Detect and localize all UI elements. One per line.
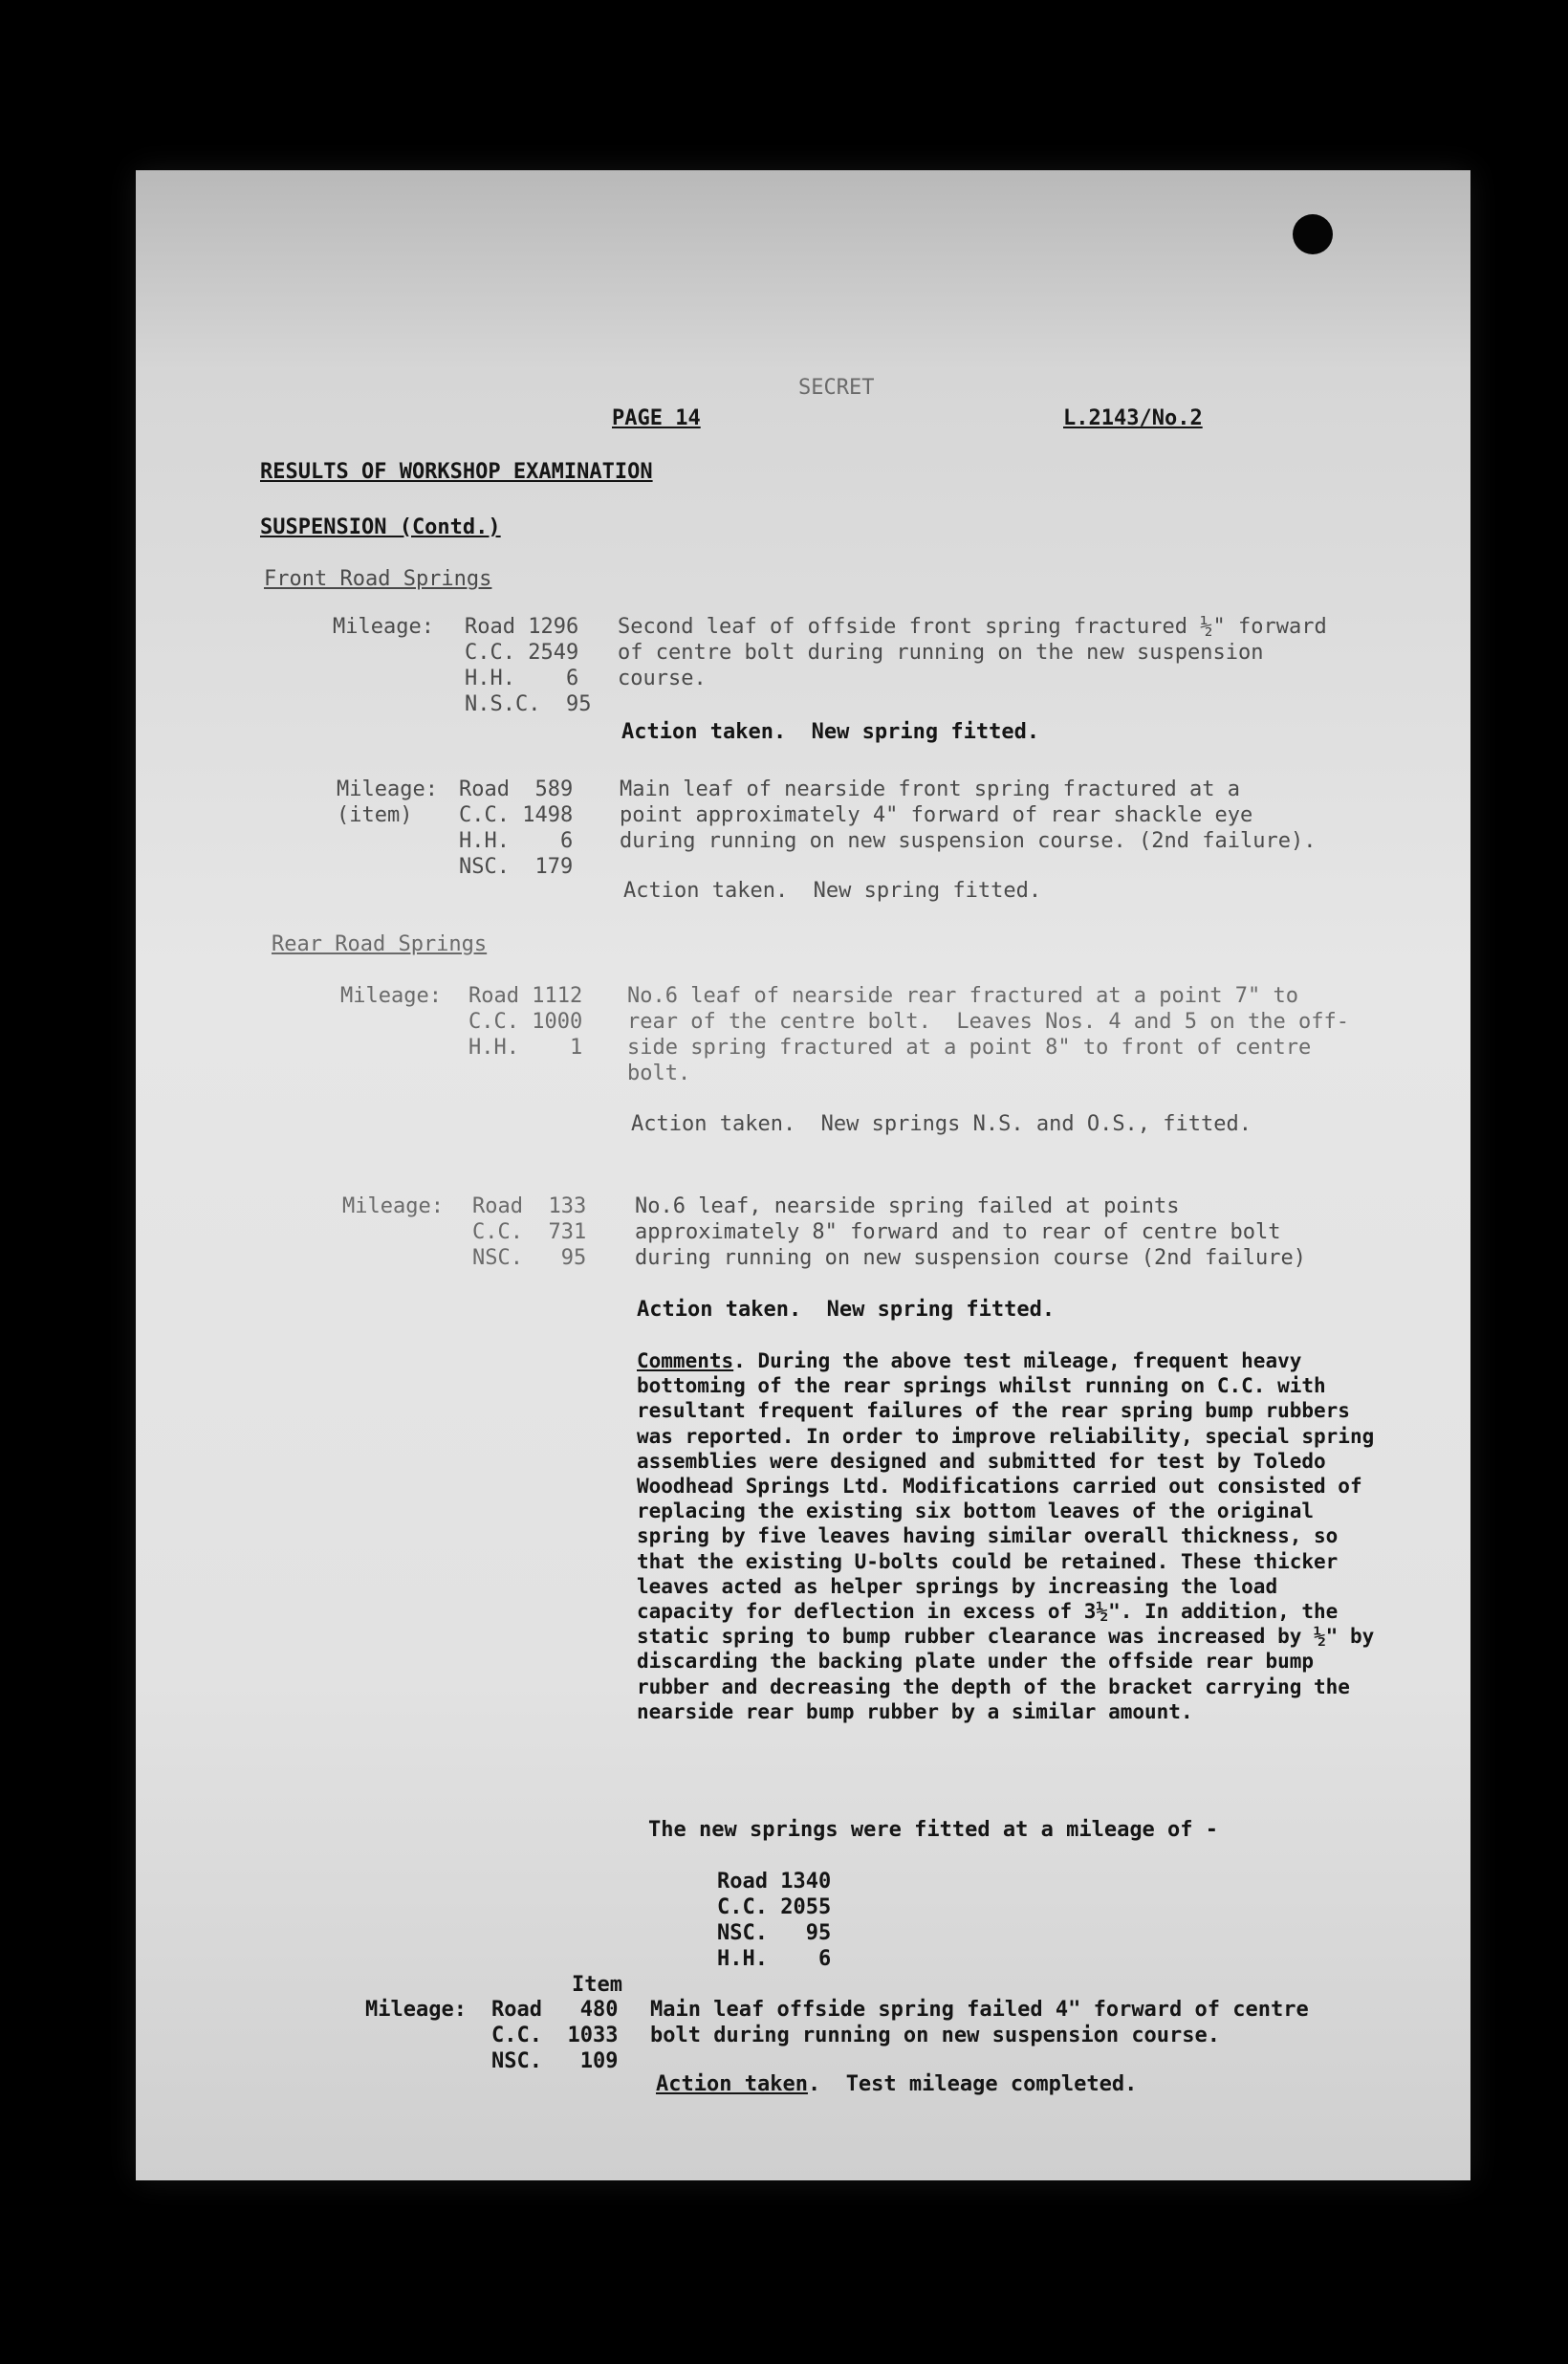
mileage-label: Mileage: — [365, 1998, 467, 2022]
mileage-value: H.H. 6 — [459, 829, 574, 853]
mileage-value: NSC. 95 — [472, 1246, 587, 1270]
failure-description: No.6 leaf of nearside rear fractured at a point 7" to rear of the centre bolt. Leaves Nos. 4 and 5 on the off- side spring fractured at a point 8" to front of centre bolt. — [627, 984, 1349, 1085]
mileage-value: Road 480 — [491, 1998, 619, 2022]
reference-number: L.2143/No.2 — [1063, 406, 1203, 430]
item-label: Item — [572, 1973, 622, 1997]
action-taken: Action taken. New springs N.S. and O.S., fitted. — [631, 1112, 1252, 1136]
rear-springs-heading: Rear Road Springs — [272, 932, 488, 956]
mileage-value: NSC. 95 — [717, 1921, 832, 1945]
comments-text: . During the above test mileage, frequent heavy bottoming of the rear springs whilst running on C.C. with resultant frequent failures of the rear spring bump rubbers was reported. In order to improve reliability, special spring assemblies were designed and submitted for test by Toledo Woodhead Springs Ltd. Modifications carried out consisted of replacing the existing six bottom leaves of the original spring by five leaves having similar overall thickness, so that the existing U-bolts could be retained. These thicker leaves acted as helper springs by increasing the load capacity for deflection in excess of 3½". In addition, the static spring to bump rubber clearance was increased by ½" by discarding the backing plate under the offside rear bump rubber and decreasing the depth of the bracket carrying the nearside rear bump rubber by a similar amount. — [637, 1349, 1375, 1723]
mileage-value: Road 1296 — [465, 615, 579, 639]
action-label: Action taken — [656, 2072, 808, 2096]
mileage-value: Road 1112 — [468, 984, 583, 1008]
document-title: RESULTS OF WORKSHOP EXAMINATION — [260, 460, 653, 484]
mileage-value: C.C. 1033 — [491, 2024, 619, 2047]
comments-label: Comments — [637, 1349, 734, 1372]
mileage-value: N.S.C. 95 — [465, 692, 592, 716]
action-taken: Action taken. New spring fitted. — [637, 1298, 1056, 1322]
page-label: PAGE 14 — [612, 406, 701, 430]
mileage-value: NSC. 109 — [491, 2049, 619, 2073]
failure-description: No.6 leaf, nearside spring failed at points approximately 8" forward and to rear of centre bolt during running on new suspension course (2nd failure) — [635, 1194, 1306, 1270]
mileage-label: Mileage: — [340, 984, 442, 1008]
section-heading — [260, 514, 501, 540]
new-springs-intro: The new springs were fitted at a mileage of - — [648, 1818, 1219, 1842]
mileage-value: Road 133 — [472, 1194, 587, 1218]
action-taken: Action taken. New spring fitted. — [623, 879, 1042, 903]
action-text: . Test mileage completed. — [807, 2072, 1138, 2096]
failure-description: Second leaf of offside front spring fractured ½" forward of centre bolt during running on the new suspension course. — [618, 615, 1327, 690]
comments-paragraph — [637, 1348, 1383, 1724]
section-heading-text: SUSPENSION (Contd.) — [260, 515, 501, 539]
failure-description: Main leaf of nearside front spring fractured at a point approximately 4" forward of rear shackle eye during running on new suspension course. (2nd failure). — [620, 777, 1317, 853]
mileage-value: H.H. 6 — [465, 667, 579, 690]
mileage-value: C.C. 731 — [472, 1220, 587, 1244]
failure-description: Main leaf offside spring failed 4" forward of centre bolt during running on new suspension course. — [650, 1998, 1309, 2047]
mileage-value: H.H. 6 — [717, 1947, 832, 1971]
front-springs-heading: Front Road Springs — [264, 567, 492, 591]
action-taken: Action taken. New spring fitted. — [621, 720, 1040, 744]
mileage-value: Road 1340 — [717, 1870, 832, 1893]
mileage-value: C.C. 1498 — [459, 803, 574, 827]
mileage-label: Mileage: — [333, 615, 434, 639]
mileage-label: Mileage: — [342, 1194, 444, 1218]
mileage-value: Road 589 — [459, 777, 574, 801]
mileage-value: NSC. 179 — [459, 855, 574, 879]
final-action — [656, 2071, 1137, 2097]
mileage-value: H.H. 1 — [468, 1036, 583, 1060]
punch-hole — [1293, 214, 1333, 254]
mileage-value: C.C. 2549 — [465, 641, 579, 665]
mileage-label: Mileage: (item) — [337, 777, 438, 827]
mileage-value: C.C. 1000 — [468, 1010, 583, 1034]
mileage-value: C.C. 2055 — [717, 1895, 832, 1919]
security-stamp: SECRET — [798, 376, 875, 400]
